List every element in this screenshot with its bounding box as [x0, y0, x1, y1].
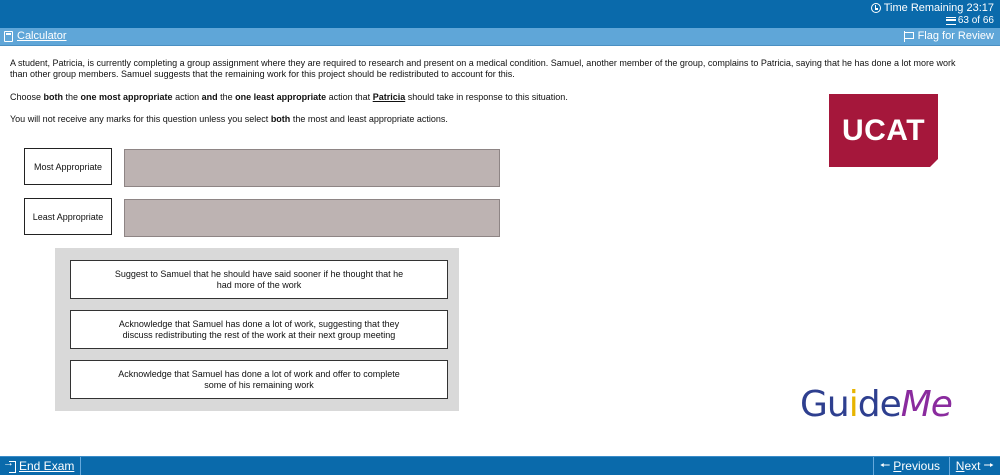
option-item[interactable]: Suggest to Samuel that he should have said sooner if he thought that he had more of the work — [70, 260, 448, 299]
arrow-left-icon: 🠔 — [879, 457, 891, 472]
most-appropriate-label: Most Appropriate — [24, 148, 112, 185]
tool-bar — [0, 28, 1000, 46]
next-button[interactable] — [949, 457, 1000, 475]
instruction-text: Choose both the one most appropriate action and the one least appropriate action that Patricia should take in response to this situation. — [10, 92, 568, 102]
question-content — [10, 58, 970, 136]
calculator-icon — [4, 31, 13, 42]
guideme-logo: GuideMe — [800, 384, 952, 425]
arrow-right-icon: 🠖 — [983, 457, 994, 472]
question-count-text: 63 of 66 — [957, 15, 994, 26]
calculator-label: Calculator — [17, 30, 67, 42]
end-exam-label: End Exam — [19, 459, 75, 473]
previous-label: Previous — [893, 459, 940, 473]
flag-for-review-button[interactable] — [904, 30, 994, 42]
option-item[interactable]: Acknowledge that Samuel has done a lot of work and offer to complete some of his remaining work — [70, 360, 448, 399]
time-remaining — [871, 2, 994, 14]
least-appropriate-dropzone[interactable] — [124, 199, 500, 237]
clock-icon — [871, 3, 881, 13]
note-text: You will not receive any marks for this question unless you select both the most and least appropriate actions. — [10, 114, 448, 124]
next-label: Next — [955, 459, 981, 473]
previous-button[interactable] — [873, 457, 946, 475]
scenario-text: A student, Patricia, is currently completing a group assignment where they are required to research and present on a medical condition. Samuel, another member of the group, complains to Patricia, saying that he has done a lot more work than other group members. Samuel suggests that the remaining work for this project should be redistributed to account for this. — [10, 58, 956, 79]
option-item[interactable]: Acknowledge that Samuel has done a lot of work, suggesting that they discuss redistributing the rest of the work at their next group meeting — [70, 310, 448, 349]
bottom-bar — [0, 456, 1000, 475]
top-bar — [0, 0, 1000, 28]
flag-icon — [904, 31, 914, 42]
options-panel — [55, 248, 459, 411]
most-appropriate-dropzone[interactable] — [124, 149, 500, 187]
time-remaining-text: Time Remaining 23:17 — [883, 2, 994, 14]
exit-icon — [4, 461, 16, 471]
question-counter — [946, 15, 994, 26]
question-list-icon — [946, 17, 956, 25]
least-appropriate-label: Least Appropriate — [24, 198, 112, 235]
ucat-logo: UCAT — [829, 94, 938, 167]
end-exam-button[interactable] — [0, 457, 81, 475]
flag-label: Flag for Review — [917, 30, 994, 42]
calculator-button[interactable] — [4, 30, 67, 42]
